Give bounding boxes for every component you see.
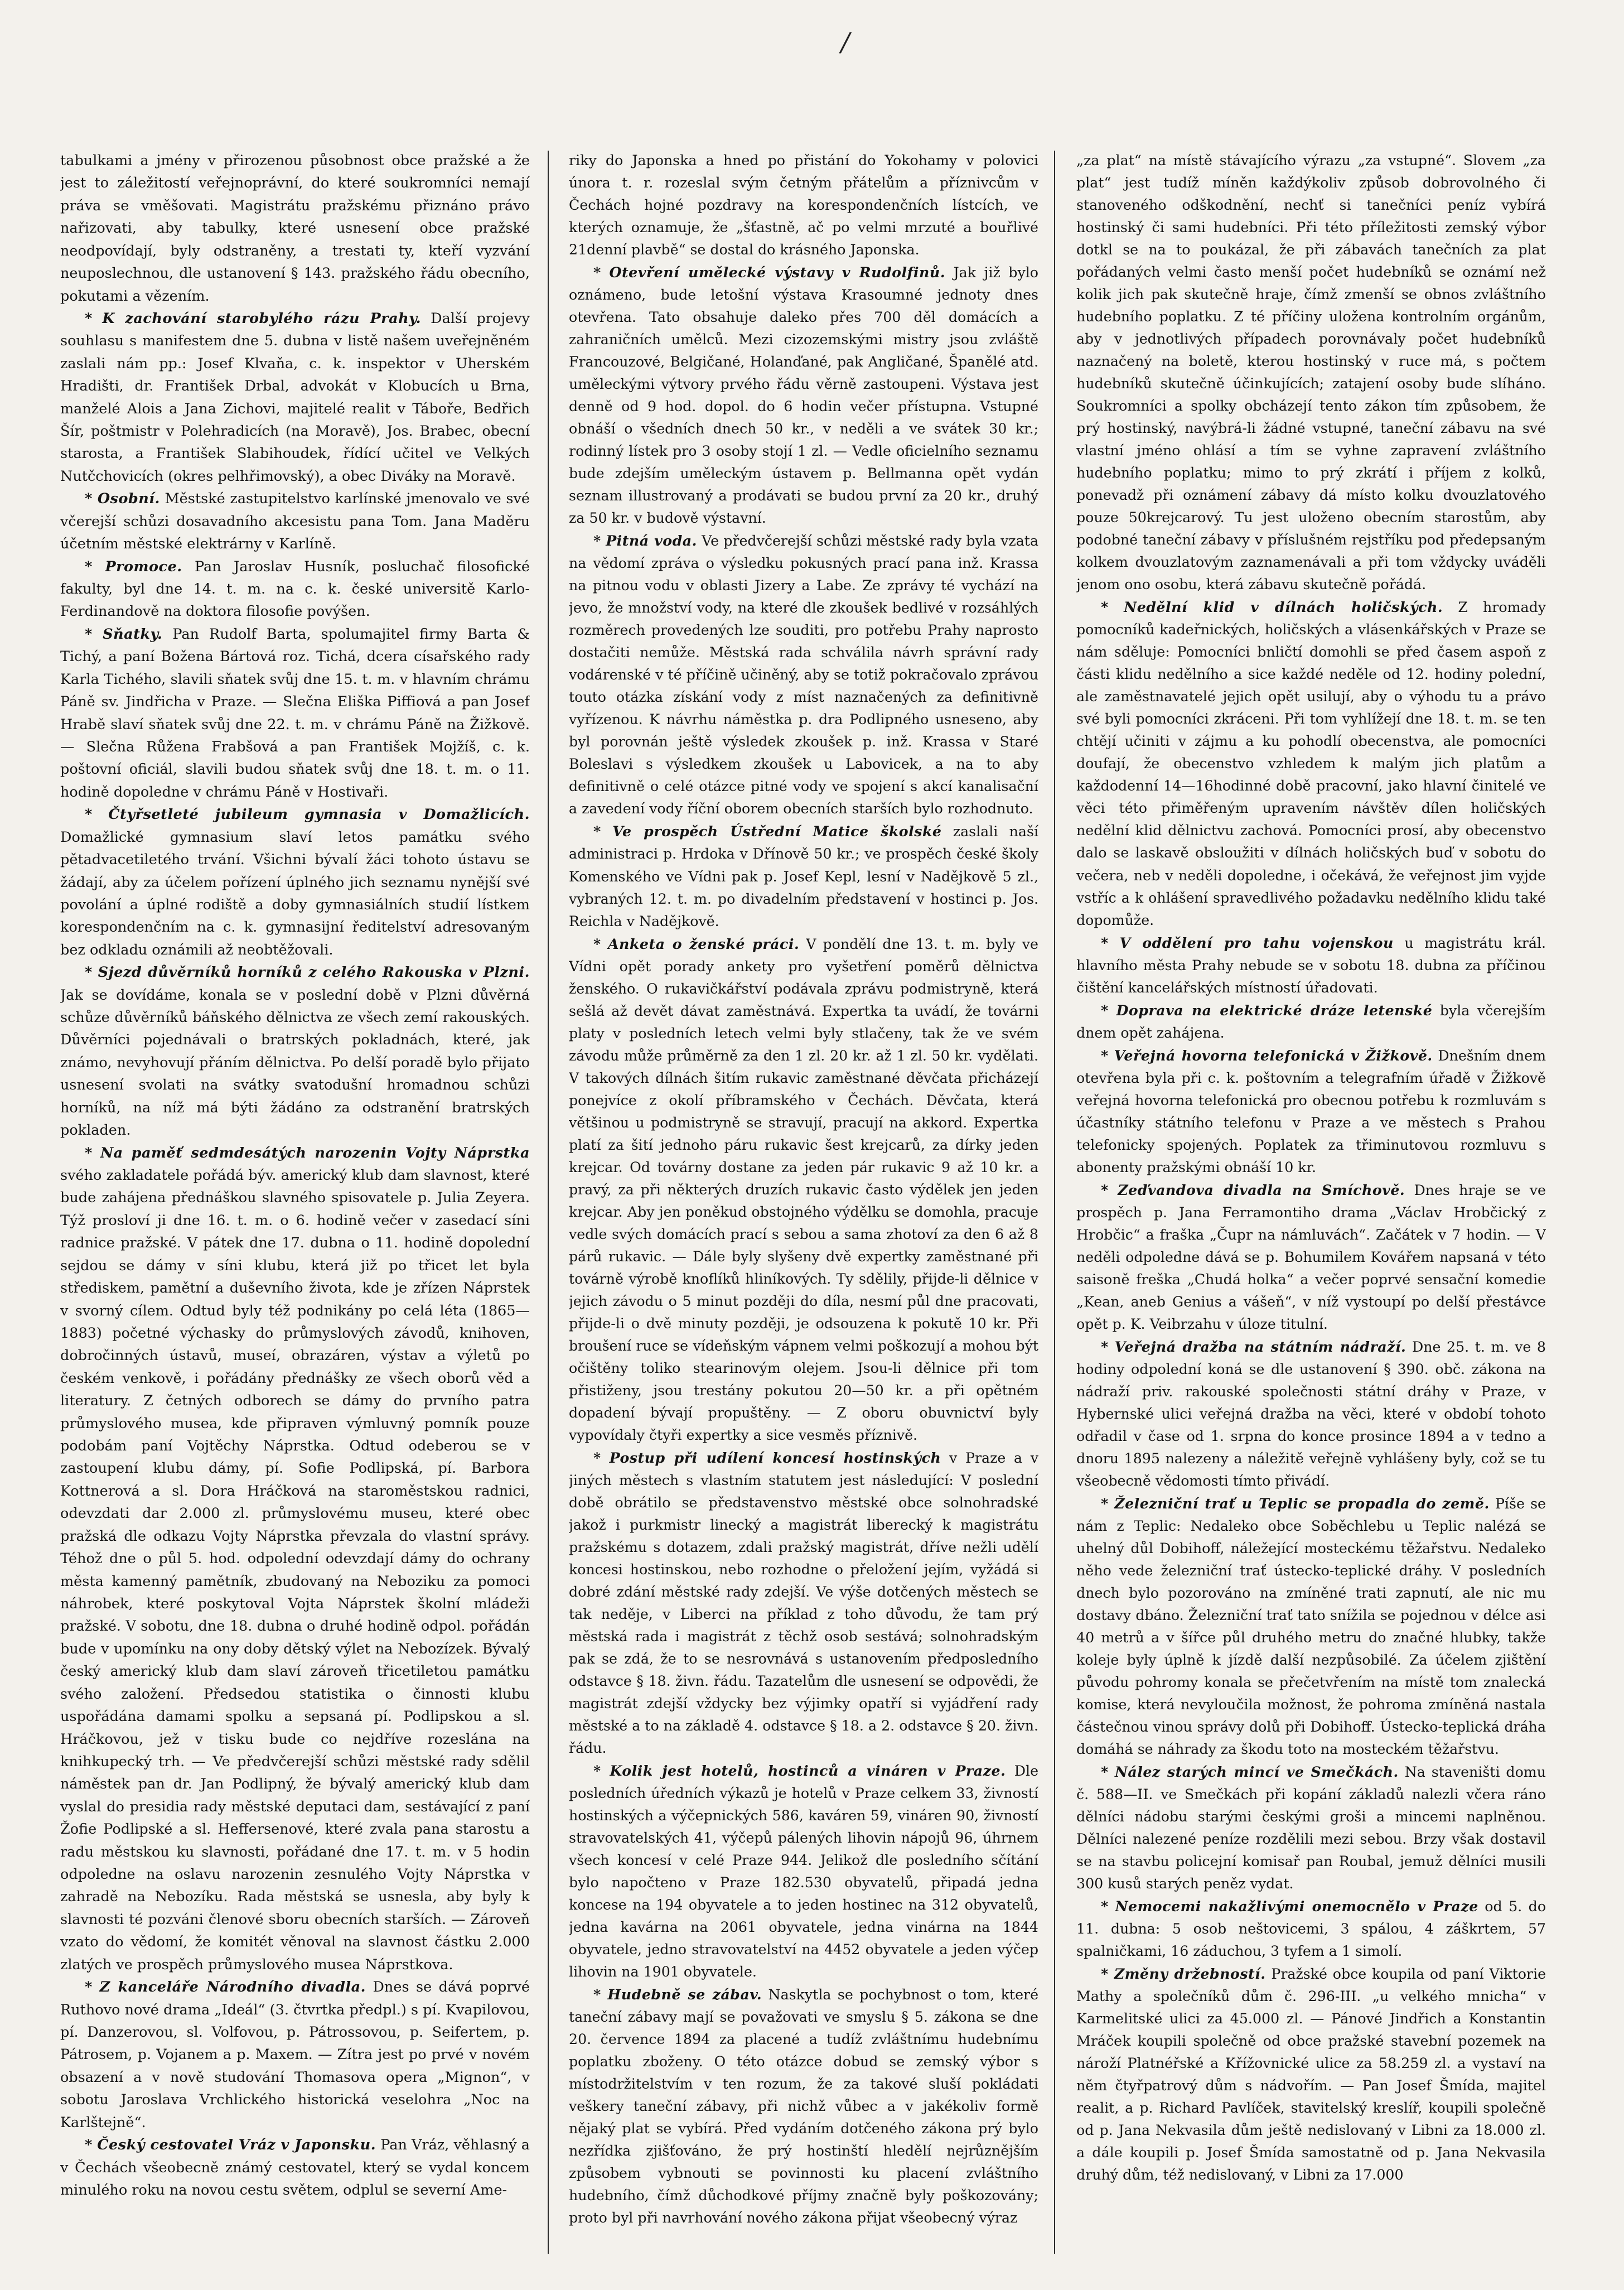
- item-headline: Český cestovatel Vráz v Japonsku.: [97, 2137, 376, 2154]
- text-column-1: [60, 150, 530, 2264]
- news-item: [1076, 1492, 1546, 1761]
- item-headline: Ve prospěch Ústřední Matice školské: [612, 823, 942, 840]
- item-headline: Pitná voda.: [606, 532, 697, 549]
- news-item: [1076, 1895, 1546, 1963]
- item-bullet: *: [593, 1762, 610, 1780]
- item-body: byla včerejším dnem opět zahájena.: [1076, 1002, 1546, 1041]
- item-body: Na staveništi domu č. 588—II. ve Smečkách při kopání základů nalezli včera ráno dělníci nádobu starými českými groši a mincemi naplněnou. Dělníci nalezené peníze rozdělili mezi sebou. Brzy však dostavil se na stavbu policejní komisař pan Roubal, jemuž dělníci musili 300 kusů starých peněz vydat.: [1076, 1764, 1546, 1892]
- item-headline: Nedělní klid v dílnách holičských.: [1124, 599, 1443, 616]
- news-item: [569, 933, 1038, 1447]
- item-bullet: *: [85, 2137, 98, 2154]
- item-body: u magistrátu král. hlavního města Prahy nebude se v sobotu 18. dubna za příčinou čištění kancelářských místností úřadovati.: [1076, 934, 1546, 996]
- item-headline: Otevření umělecké výstavy v Rudolfinů.: [609, 264, 946, 281]
- news-item: [569, 150, 1038, 261]
- item-headline: Sjezd důvěrníků horníků z celého Rakouska v Plzni.: [98, 964, 530, 981]
- item-bullet: *: [593, 1986, 608, 2003]
- item-headline: Sňatky.: [103, 625, 163, 643]
- item-headline: Osobní.: [97, 490, 160, 508]
- item-headline: Nález starých mincí ve Smečkách.: [1114, 1763, 1399, 1781]
- item-body: svého zakladatele pořádá býv. americký klub dam slavnost, které bude zahájena přednáškou slavného spisovatele p. Julia Zeyera. Týž prosloví ji dne 16. t. m. o 6. hodině večer v zasedací síni radnice pražské. V pátek dne 17. dubna o 11. hodině dopolední sejdou se dámy v síni klubu, která již po třicet let byla střediskem, pamětní a duševního života, kde je zřízen Náprstek v svorný cílem. Odtud byly též podnikány po celá léta (1865—1883) početné výchasky do průmyslových závodů, knihoven, dobročinných ústavů, museí, obrazáren, výstav a výletů po českém venkově, i pořádány přednášky ze všech oborů věd a literatury. Z četných odborech se dámy do prvního patra průmyslového musea, kde připraven výmluvný pomník pouze podobám paní Vojtěchy Náprstka. Odtud odeberou se v zastoupení klubu dámy, pí. Sofie Podlipská, pí. Barbora Kottnerová a sl. Dora Hráčková na staroměstskou radnici, odevzdati dar 2.000 zl. průmyslovému museu, které obec pražská dle odkazu Vojty Náprstka převzala do vlastní správy. Téhož dne o půl 5. hod. odpolední odevzdají dámy do ochrany města kamenný pamětník, zbudovaný na Neboziku za pomoci náhrobek, které poskytoval Vojta Náprstek školní mládeži pražské. V sobotu, dne 18. dubna o druhé hodině odpol. pořádán bude v upomínku na ony doby dětský výlet na Nebozízek. Bývalý český americký klub dam slaví zároveň třicetiletou památku svého založení. Předsedou statistika o činnosti klubu uspořádána damami spolku a sepsaná pí. Podlipskou a sl. Hráčkovou, jež v tisku bude co nejdříve rozeslána na knihkupecký trh. — Ve předvčerejší schůzi městské rady sdělil náměstek pan dr. Jan Podlipný, že bývalý americký klub dam vyslal do presidia rady městské deputaci dam, sestávající z paní Žofie Podlipské a sl. Heffersenové, které zvala pana starostu a radu městskou ku slavnosti, pořádané dne 17. t. m. v 5 hodin odpoledne na oslavu narozenin zesnulého Vojty Náprstka v zahradě na Nebozíku. Rada městská se usnesla, aby byly k slavnosti té pozváni členové sboru obecních starších. — Zároveň vzato do vědomí, že komitét věnoval na slavnost částku 2.000 zlatých ve prospěch průmyslového musea Náprstkova.: [60, 1166, 530, 1973]
- item-headline: Na paměť sedmdesátých narozenin Vojty Náprstka: [100, 1144, 530, 1161]
- item-bullet: *: [85, 625, 103, 643]
- item-bullet: *: [85, 806, 109, 823]
- item-headline: Postup při udílení koncesí hostinských: [609, 1449, 941, 1466]
- news-item: [1076, 1044, 1546, 1179]
- item-body: Jak již bylo oznámeno, bude letošní výstava Krasoumné jednoty dnes otevřena. Tato obsahuje daleko přes 700 děl domácích a zahraničních umělců. Mezi cizozemskými mistry jsou zvláště Francouzové, Belgičané, Holanďané, pak Angličané, Španělé atd. uměleckými výtvory prvého řádu věrně zastoupeni. Výstava jest denně od 9 hod. dopol. do 6 hodin večer přístupna. Vstupné obnáší o všedních dnech 50 kr., v neděli a ve svátek 30 kr.; rodinný lístek pro 3 osoby stojí 1 zl. — Vedle oficielního seznamu bude zdejším uměleckým ústavem p. Bellmanna opět vydán seznam illustrovaný a prodávati se budou první za 20 kr., druhý za 50 kr. v budově výstavní.: [569, 264, 1038, 527]
- news-item: [1076, 1963, 1546, 2186]
- item-headline: Anketa o ženské práci.: [607, 935, 800, 952]
- item-body: Dnes se dává poprvé Ruthovo nové drama „Ideál“ (3. čtvrtka předpl.) s pí. Kvapilovou, pí. Danzerovou, sl. Volfovou, p. Pátrossovou, p. Seifertem, p. Pátrosem, p. Vojanem a p. Maxem. — Zítra jest po prvé v novém obsazení a v nově studování Thomasova opera „Mignon“, v sobotu Jaroslava Vrchlického historická veselohra „Noc na Karlštejně“.: [60, 1979, 530, 2131]
- item-bullet: *: [85, 558, 105, 575]
- item-headline: Zeďvandova divadla na Smíchově.: [1118, 1181, 1405, 1198]
- item-body: Dne 25. t. m. ve 8 hodiny odpolední koná se dle ustanovení § 390. obč. zákona na nádraží priv. rakouské společnosti státní dráhy v Praze, v Hybernské ulici veřejná dražba na věci, které v období tohoto odřadil v čase od 1. srpna do konce prosince 1894 a v tedno a dnoru 1895 nalezeny a náležitě veřejně vyhlášeny byly, což se tu všeobecně vědomosti tímto přivádí.: [1076, 1338, 1546, 1489]
- column-rule: [1054, 151, 1055, 2254]
- item-headline: Železniční trať u Teplic se propadla do země.: [1114, 1494, 1490, 1512]
- item-bullet: *: [1101, 1494, 1115, 1512]
- item-bullet: *: [85, 964, 98, 981]
- news-item: [1076, 999, 1546, 1044]
- item-bullet: *: [1101, 934, 1120, 951]
- item-headline: Veřejná dražba na státním nádraží.: [1114, 1338, 1406, 1355]
- item-body: Ve předvčerejší schůzi městské rady byla vzata na vědomí zpráva o výsledku pokusných prací pana inž. Krassa na pitnou vodu v oblasti Jizery a Labe. Ze zprávy té vychází na jevo, že množství vody, na které dle zkoušek bedlivé v rozsáhlých rozměrech provedených lze souditi, pro potřebu Prahy naprosto dostačiti nemůže. Městská rada schválila návrh správní rady vodárenské v té příčině učiněný, aby se totiž pokračovalo zprávou touto otázka získání vody z míst naznačených za definitivně vyřízenou. K návrhu náměstka p. dra Podlipného usneseno, aby byl porovnán ještě výsledek zkoušek p. inž. Krassa v Staré Boleslavi s výsledkem zkoušek u Labovicek, a na to aby definitivně o celé otázce pitné vody ve spojení s akcí kanalisační a zavedení vody říční oborem obecních starších bylo rozhodnuto.: [569, 533, 1038, 817]
- news-item: [569, 261, 1038, 529]
- news-item: [60, 803, 530, 961]
- item-bullet: *: [1101, 1338, 1115, 1355]
- item-bullet: *: [1101, 1047, 1114, 1064]
- item-bullet: *: [85, 490, 98, 508]
- item-body: Pan Rudolf Barta, spolumajitel firmy Barta & Tichý, a paní Božena Bártová roz. Tichá, dcera císařského rady Karla Tichého, slavili sňatek svůj dne 15. t. m. v hlavním chrámu Páně sv. Jindřicha v Praze. — Slečna Eliška Piffiová a pan Josef Hrabě slaví sňatek svůj dne 22. t. m. v chrámu Páně na Žižkově. — Slečna Růžena Frabšová a pan František Mojžíš, c. k. poštovní oficiál, slavili budou sňatek svůj dne 18. t. m. o 11. hodině dopoledne v chrámu Páně v Hostivaři.: [60, 625, 530, 801]
- news-item: [60, 150, 530, 307]
- news-item: [60, 1976, 530, 2134]
- news-item: [569, 529, 1038, 820]
- item-bullet: *: [1101, 1763, 1115, 1781]
- news-item: [569, 1759, 1038, 1983]
- item-headline: Nemocemi nakažlivými onemocnělo v Praze: [1115, 1898, 1478, 1915]
- item-bullet: *: [593, 823, 613, 840]
- item-body: Naskytla se pochybnost o tom, které taneční zábavy mají se považovati ve smyslu § 5. zákona se dne 20. července 1894 za placené a tudíž zvláštnímu hudebnímu poplatku zboženy. O této otázce dobud se zemský výbor s místodržitelstvím v ten rozum, že za takové sluší pokládati veškery taneční zábavy, při nichž vůbec a v jakékoliv formě nějaký plat se vybírá. Před vydáním dotčeného zákona prý bylo nezřídka zjišťováno, že prý hostinští hledělí nejrůznějším způsobem vybnouti se povinnosti ku placení zvláštního hudebního, čímž důchodkové příjmy značně byly poškozovány; proto byl při navrhování nového zákona přijat všeobecný výraz: [569, 1987, 1038, 2226]
- news-item: [60, 488, 530, 555]
- news-item: [1076, 932, 1546, 999]
- item-bullet: *: [1101, 1001, 1116, 1019]
- item-body: riky do Japonska a hned po přistání do Yokohamy v polovici února t. r. rozeslal svým četným přátelům a příznivcům v Čechách hojné pozdravy na korespondenčních lístcích, ve kterých oznamuje, že „šťastně, ač po velmi mrzuté a bouřlivé 21denní plavbě“ se dostal do krásného Japonska.: [569, 152, 1038, 258]
- news-item: [1076, 1179, 1546, 1336]
- news-item: [569, 1983, 1038, 2229]
- item-headline: Promoce.: [105, 558, 182, 575]
- news-item: [1076, 1761, 1546, 1895]
- item-body: V pondělí dne 13. t. m. byly ve Vídni opět porady ankety pro vyšetření poměrů dělnictva ženského. O rukavičkářství podávala zprávu podmistryně, která sešlá až devět dávat zaměstnává. Expertka ta uvádí, že továrni platy v posledních letech velmi byly stlačeny, tak že ve svém závodu může průměrně za den 1 zl. 20 kr. až 1 zl. 50 kr. vydělati. V takových dílnách šitím rukavic zaměstnané děvčata přicházejí ponejvíce z okolí příbramského v Čechách. Děvčata, která většinou u podmistryně se stravují, pracují na akkord. Expertka platí za šití jednoho páru rukavic šest krejcarů, za dírky jeden krejcar. Od továrny dostane za jeden pár rukavic 9 až 10 kr. a pravý, za při některých druzích rukavic často výdělek jen jeden krejcar. Aby jen poněkud obstojného výdělku se domohla, pracuje vedle svých domácích prací s sebou a sama zhotoví za den 6 až 8 párů rukavic. — Dále byly slyšeny dvě expertky zaměstnané při továrně výrobě knoflíků hliníkových. Ty sdělily, přijde-li dělnice v jejich závodu o 5 minut později do díla, nesmí půl dne pracovati, přijde-li o dvě minuty později, je odsouzena k pokutě 10 kr. Při broušení ruce se vídeňským vápnem velmi poškozují a mohou být očištěny toliko stearinovým olejem. Jsou-li dělnice při tom přistiženy, jsou trestány pokutou 20—50 kr. a při opětném dopadení bývají propuštěny. — Z oboru obuvnictví byly vypovídaly čtyři expertky a sice vesměs příznivě.: [569, 936, 1038, 1443]
- item-body: zaslali naší administraci p. Hrdoka v Dřínově 50 kr.; ve prospěch české školy Komenského ve Vídni pak p. Josef Kepl, lesní v Nadějkově 5 zl., vybraných 12. t. m. po divadelním představení v hostinci p. Jos. Reichla v Nadějkově.: [569, 823, 1038, 929]
- item-body: od 5. do 11. dubna: 5 osob neštovicemi, 3 spálou, 4 záškrtem, 57 spalničkami, 16 záduchou, 3 tyfem a 1 simolí.: [1076, 1898, 1546, 1960]
- news-item: [60, 623, 530, 803]
- item-headline: Z kanceláře Národního divadla.: [99, 1979, 366, 1996]
- item-bullet: *: [1101, 1965, 1114, 1983]
- item-headline: Čtyřsetleté jubileum gymnasia v Domažlicích.: [108, 806, 530, 823]
- item-body: Dnes hraje se ve prospěch p. Jana Ferramontiho drama „Václav Hrobčický z Hrobčic“ a fraška „Čupr na námluvách“. Začátek v 7 hodin. — V neděli odpoledne dává se p. Bohumilem Kovářem napsaná v této saisoně freška „Chudá holka“ a večer poprvé sensační komedie „Kean, aneb Genius a vášeň“, v níž vystoupí po delší přestávce opět p. K. Veibrzahu v úloze titulní.: [1076, 1182, 1546, 1332]
- text-column-3: [1076, 150, 1546, 2229]
- item-body: Jak se dovídáme, konala se v poslední době v Plzni důvěrná schůze důvěrníků báňského dělnictva ze všech zemí rakouských. Důvěrníci pojednávali o bratrských pokladnách, které, jak známo, nevyhovují přáním dělnictva. Po delší poradě bylo přijato usnesení svolati na svátky svatodušní hromadnou schůzi horníků, na níž má býti žádáno za odstranění bratrských pokladen.: [60, 986, 530, 1139]
- item-bullet: *: [85, 1144, 100, 1161]
- news-item: [60, 556, 530, 623]
- page-top-mark: /: [841, 27, 850, 57]
- item-headline: Změny držebností.: [1114, 1965, 1266, 1983]
- news-item: [60, 961, 530, 1141]
- item-bullet: *: [593, 532, 606, 549]
- item-bullet: *: [1101, 1181, 1118, 1198]
- news-item: [1076, 150, 1546, 596]
- item-bullet: *: [1101, 1898, 1115, 1915]
- item-body: Pan Vráz, věhlasný a v Čechách všeobecně známý cestovatel, který se vydal koncem minulého roku na novou cestu světem, odplul se severní Ame-: [60, 2137, 530, 2199]
- item-body: v Praze a v jiných městech s vlastním statutem jest následující: V poslední době obrátilo se představenstvo městské obce solnohradské jakož i purkmistr linecký a magistrát liberecký k magistrátu pražskému s dotazem, zdali pražský magistrát, dříve nežli udělí koncesi hostinskou, nebo rozhodne o přeložení jejím, vyžádá si dobré zdání městské rady zdejší. Ve výše dotčených městech se tak neděje, v Liberci na příklad z toho důvodu, že tam prý městská rada i magistrát z těchž osob sestává; solnohradským pak se zdá, že to se nesrovnává s ustanovením předposledního odstavce § 18. živn. řádu. Tazatelům dle usnesení se odpovědi, že magistrát zdejší vždycky bez výjimky opatří si vyjádření rady městské a to na základě 4. odstavce § 18. a 2. odstavce § 20. živn. řádu.: [569, 1449, 1038, 1757]
- item-body: tabulkami a jmény v přirozenou působnost obce pražské a že jest to záležitostí veřejnoprávní, do které soukromníci nemají práva se vměšovati. Magistrátu pražskému přiznáno právo nařizovati, aby tabulky, které usnesení obce pražské neodpovídají, byly odstraněny, a trestati ty, kteří vyzvání neuposlechnou, dle ustanovení § 143. pražského řádu obecního, pokutami a vězením.: [60, 152, 530, 305]
- news-item: [60, 2134, 530, 2201]
- item-headline: V oddělení pro tahu vojenskou: [1119, 934, 1394, 951]
- item-body: Píše se nám z Teplic: Nedaleko obce Soběchlebu u Teplic nalézá se uhelný důl Dobihoff, náležející mosteckému těžařstvu. Nedaleko něho vede železniční trať ústecko-teplické dráhy. V posledních dnech bylo pozorováno na zmíněné trati zapnutí, ale nic mu dostavy dbáno. Železniční trať tato snížila se pojednou v délce asi 40 metrů a v šířce půl druhého metru do značné hlubky, takže koleje byly úplně k jízdě další nezpůsobilé. Za účelem zjištění původu pohromy konala se přečetvřením na místě tom znalecká komise, která nevyloučila možnost, že pohroma zmíněná nastala částečnou vinou správy dolů při Dobihoff. Ústecko-teplická dráha domáhá se náhrady za škodu toto na mosteckém těžařstvu.: [1076, 1495, 1546, 1758]
- item-headline: Hudebně se zábav.: [607, 1986, 762, 2003]
- item-body: Pražské obce koupila od paní Viktorie Mathy a společníků dům č. 296-III. „u velkého mnicha“ v Karmelitské ulici za 45.000 zl. — Pánové Jindřich a Konstantin Mráček koupili společně od obce pražské stavební pozemek na nároží Platnéřské a Křížovnické ulice za 58.259 zl. a vystaví na něm čtyřpatrový dům s nádvořím. — Pan Josef Šmída, majitel realit, a p. Richard Pavlíček, stavitelský kreslíř, koupili společně od p. Jana Nekvasila dům ještě nedislovaný v Libni za 18.000 zl. a dále koupili p. Josef Šmída samostatně od p. Jana Nekvasila druhý dům, též nedislovaný, v Libni za 17.000: [1076, 1966, 1546, 2183]
- item-bullet: *: [1101, 599, 1124, 616]
- news-item: [60, 307, 530, 488]
- item-bullet: *: [593, 1449, 610, 1466]
- news-item: [569, 1447, 1038, 1759]
- news-item: [1076, 596, 1546, 931]
- text-column-2: [569, 150, 1038, 2262]
- item-headline: K zachování starobylého rázu Prahy.: [102, 310, 421, 327]
- item-headline: Doprava na elektrické dráze letenské: [1116, 1001, 1433, 1019]
- item-bullet: *: [593, 935, 608, 952]
- item-headline: Kolik jest hotelů, hostinců a vináren v Praze.: [610, 1762, 1006, 1780]
- item-bullet: *: [85, 1979, 100, 1996]
- item-bullet: *: [85, 310, 103, 327]
- item-body: Dnešním dnem otevřena byla při c. k. poštovním a telegrafním úřadě v Žižkově veřejná hovorna telefonická pro obecnou potřebu k rozmluvám s účastníky státního telefonu v Praze a ve městech s Prahou telefonicky spojených. Poplatek za třiminutovou rozmluvu s abonenty pražskými obnáší 10 kr.: [1076, 1047, 1546, 1175]
- news-item: [569, 820, 1038, 932]
- item-headline: Veřejná hovorna telefonická v Žižkově.: [1114, 1047, 1433, 1064]
- item-body: Dle posledních úředních výkazů je hotelů v Praze celkem 33, živností hostinských a výčepnických 586, kaváren 59, vináren 90, živností stravovatelských 41, výčepů pálených lihovin nápojů 96, úhrnem všech koncesí v celé Praze 944. Jelikož dle posledního sčítání bylo napočteno v Praze 182.530 obyvatelů, připadá jedna koncese na 194 obyvatele a to jeden hostinec na 312 obyvatelů, jedna kavárna na 2061 obyvatele, jedna vinárna na 1844 obyvatele, jedno stravovatelství na 4452 obyvatele a jeden výčep lihovin na 1901 obyvatele.: [569, 1763, 1038, 1980]
- news-item: [1076, 1336, 1546, 1492]
- item-body: Pan Jaroslav Husník, posluchač filosofické fakulty, byl dne 14. t. m. na c. k. české universitě Karlo-Ferdinandově na doktora filosofie povýšen.: [60, 558, 530, 620]
- item-body: Domažlické gymnasium slaví letos památku svého pětadvacetiletého trvání. Všichni bývalí žáci tohoto ústavu se žádají, aby za účelem pořízení úplného jich seznamu nynější své povolání a úplné rodiště a doby gymnasiálních studií lístkem korespondenčním na c. k. gymnasijní ředitelství adresovaným bez odkladu oznámili až neobtěžovali.: [60, 828, 530, 958]
- item-body: „za plat“ na místě stávajícího výrazu „za vstupné“. Slovem „za plat“ jest tudíž míněn každýkoliv způsob dobrovolného či stanoveného odškodnění, nechť si tanečníci peníz vybírá hostinský či sami hudebníci. Při této příležitosti zemský výbor dotkl se na to poukázal, že při zábavách tanečních za plat pořádaných velmi často menší počet hudebníků se oznámí než kolik jich pak skutečně hraje, čímž zmenší se obnos zvláštního hudebního poplatku. Z té příčiny uložena kontrolním orgánům, aby v jednotlivých případech porovnávaly počet hudebníků naznačený na boletě, kterou hostinský v ruce má, s počtem hudebníků skutečně účinkujících; zatajení osoby bude slíháno. Soukromníci a spolky obcházejí tento zákon tím způsobem, že prý hostinský, navýbrá-li žádné vstupné, taneční zábavu na své vlastní jméno ohlásí a tím se vyhne zapravení zvláštního hudebního poplatku; mimo to prý zkrátí i příjem z kolků, ponevadž při oznámení zábavy dá místo kolku dvouzlatového pouze 50krejcarový. Tu jest uloženo obecním starostům, aby podobné taneční zábavy v příslušném rejstříku pod předepsaným kolkem dvouzlatovým zaznamenávali a při tom vždycky uváděli jenom ono osobu, která zábavu skutečně pořádá.: [1076, 152, 1546, 593]
- news-item: [60, 1142, 530, 1976]
- item-body: Městské zastupitelstvo karlínské jmenovalo ve své včerejší schůzi dosavadního akcesistu pana Tom. Jana Maděru účetním městské elektrárny v Karlíně.: [60, 490, 530, 553]
- column-rule: [548, 151, 549, 2254]
- item-body: Z hromady pomocníků kadeřnických, holičských a vlásenkářských v Praze se nám sděluje: Pomocníci bnličtí domohli se před časem aspoň z části klidu nedělního a sice každé neděle od 12. hodiny polední, ale zaměstnavatelé jejich opět usilují, aby o výhodu tu a právo své byli pomocníci zkráceni. Při tom vyhlížejí dne 18. t. m. se ten chtějí učiniti v zájmu a ku pohodlí obecenstva, ale pomocníci doufají, že obecenstvo vzhledem k malým jich platům a každodenní 14—16hodinné době pracovní, jako hlavní činitelé ve věci této přiměřeným upravením návštěv dílen holičských nedělní klid dělnictvu zachová. Pomocníci prosí, aby obecenstvo dalo se laskavě obsloužiti v dílnách holičských buď v sobotu do večera, neb v neděli dopoledne, i očekává, že veřejnost jim vyjde vstříc a k ohlášení spravedlivého požadavku nedělního klidu také dopomůže.: [1076, 599, 1546, 928]
- item-bullet: *: [593, 264, 610, 281]
- item-body: Další projevy souhlasu s manifestem dne 5. dubna v listě našem uveřejněném zaslali nám pp.: Josef Klvaňa, c. k. inspektor v Uherském Hradišti, dr. František Drbal, advokát v Klobucích u Brna, manželé Alois a Jana Zichovi, majitelé realit v Táboře, Bedřich Šír, poštmistr v Polehradicích (na Moravě), Jos. Brabec, obecní starosta, a František Slabihoudek, řídící učitel ve Velkých Nutčchovicích (okres pelhřimovský), a obec Diváky na Moravě.: [60, 310, 530, 485]
